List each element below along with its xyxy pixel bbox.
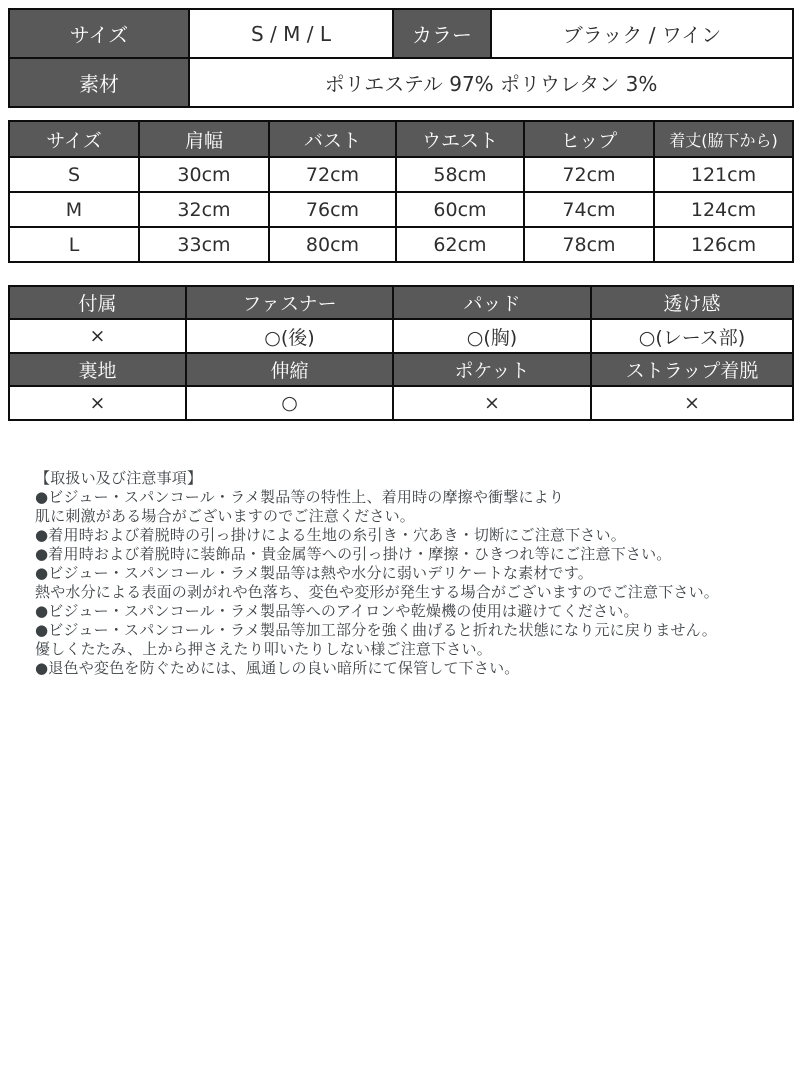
features-value-row-2 — [9, 386, 793, 420]
measurements-header-bust: バスト — [269, 121, 396, 157]
measurements-header-hip: ヒップ — [524, 121, 654, 157]
cell-m-waist: 60cm — [396, 192, 524, 227]
cell-l-waist: 62cm — [396, 227, 524, 262]
care-note-line: ●着用時および着脱時の引っ掛けによる生地の糸引き・穴あき・切断にご注意下さい。 — [35, 526, 626, 544]
spec-row-material — [9, 58, 793, 107]
cell-m-shoulder: 32cm — [139, 192, 269, 227]
features-header-pocket: ポケット — [393, 353, 591, 386]
care-note-line: ●ビジュー・スパンコール・ラメ製品等へのアイロンや乾燥機の使用は避けてください。 — [35, 602, 639, 620]
cell-m-bust: 76cm — [269, 192, 396, 227]
care-notes — [35, 469, 792, 678]
care-notes-title: 【取扱い及び注意事項】 — [35, 469, 203, 487]
features-header-zipper: ファスナー — [186, 286, 393, 319]
cell-s-hip: 72cm — [524, 157, 654, 192]
measurements-table — [8, 120, 794, 263]
care-note-line: ●ビジュー・スパンコール・ラメ製品等加工部分を強く曲げると折れた状態になり元に戻りません。 — [35, 621, 717, 639]
size-label: サイズ — [9, 9, 189, 58]
features-value-row-1 — [9, 319, 793, 353]
features-header-accessory: 付属 — [9, 286, 186, 319]
cell-l-hip: 78cm — [524, 227, 654, 262]
measurements-header-waist: ウエスト — [396, 121, 524, 157]
cell-s-shoulder: 30cm — [139, 157, 269, 192]
care-note-line: 肌に刺激がある場合がございますのでご注意ください。 — [35, 507, 416, 525]
measurements-header-row — [9, 121, 793, 157]
color-value: ブラック / ワイン — [491, 9, 793, 58]
care-note-line: ●ビジュー・スパンコール・ラメ製品等の特性上、着用時の摩擦や衝撃により — [35, 488, 565, 506]
features-value-pad: ○(胸) — [393, 319, 591, 353]
features-header-strap: ストラップ着脱 — [591, 353, 793, 386]
cell-l-shoulder: 33cm — [139, 227, 269, 262]
measurements-header-length: 着丈(脇下から) — [654, 121, 793, 157]
cell-m-hip: 74cm — [524, 192, 654, 227]
material-label: 素材 — [9, 58, 189, 107]
spec-summary-table — [8, 8, 794, 108]
measurements-row-m — [9, 192, 793, 227]
features-header-row-1 — [9, 286, 793, 319]
cell-s-waist: 58cm — [396, 157, 524, 192]
features-value-zipper: ○(後) — [186, 319, 393, 353]
measurements-row-s — [9, 157, 793, 192]
features-header-pad: パッド — [393, 286, 591, 319]
cell-size-m: M — [9, 192, 139, 227]
cell-s-length: 121cm — [654, 157, 793, 192]
features-header-lining: 裏地 — [9, 353, 186, 386]
care-note-line: ●着用時および着脱時に装飾品・貴金属等への引っ掛け・摩擦・ひきつれ等にご注意下さい。 — [35, 545, 672, 563]
features-table — [8, 285, 794, 421]
measurements-header-shoulder: 肩幅 — [139, 121, 269, 157]
features-value-strap: × — [591, 386, 793, 420]
measurements-row-l — [9, 227, 793, 262]
features-header-sheerness: 透け感 — [591, 286, 793, 319]
cell-s-bust: 72cm — [269, 157, 396, 192]
features-value-stretch: ○ — [186, 386, 393, 420]
cell-size-s: S — [9, 157, 139, 192]
care-note-line: ●ビジュー・スパンコール・ラメ製品等は熱や水分に弱いデリケートな素材です。 — [35, 564, 593, 582]
cell-m-length: 124cm — [654, 192, 793, 227]
features-header-row-2 — [9, 353, 793, 386]
care-note-line: ●退色や変色を防ぐためには、風通しの良い暗所にて保管して下さい。 — [35, 659, 520, 677]
cell-size-l: L — [9, 227, 139, 262]
color-label: カラー — [393, 9, 491, 58]
material-value: ポリエステル 97% ポリウレタン 3% — [189, 58, 793, 107]
features-value-lining: × — [9, 386, 186, 420]
care-note-line: 優しくたたみ、上から押さえたり叩いたりしない様ご注意下さい。 — [35, 640, 492, 658]
cell-l-bust: 80cm — [269, 227, 396, 262]
cell-l-length: 126cm — [654, 227, 793, 262]
features-value-sheerness: ○(レース部) — [591, 319, 793, 353]
features-value-pocket: × — [393, 386, 591, 420]
measurements-header-size: サイズ — [9, 121, 139, 157]
features-header-stretch: 伸縮 — [186, 353, 393, 386]
care-note-line: 熱や水分による表面の剥がれや色落ち、変色や変形が発生する場合がございますのでご注意下さい。 — [35, 583, 720, 601]
size-value: S / M / L — [189, 9, 393, 58]
features-value-accessory: × — [9, 319, 186, 353]
spec-row-size-color — [9, 9, 793, 58]
